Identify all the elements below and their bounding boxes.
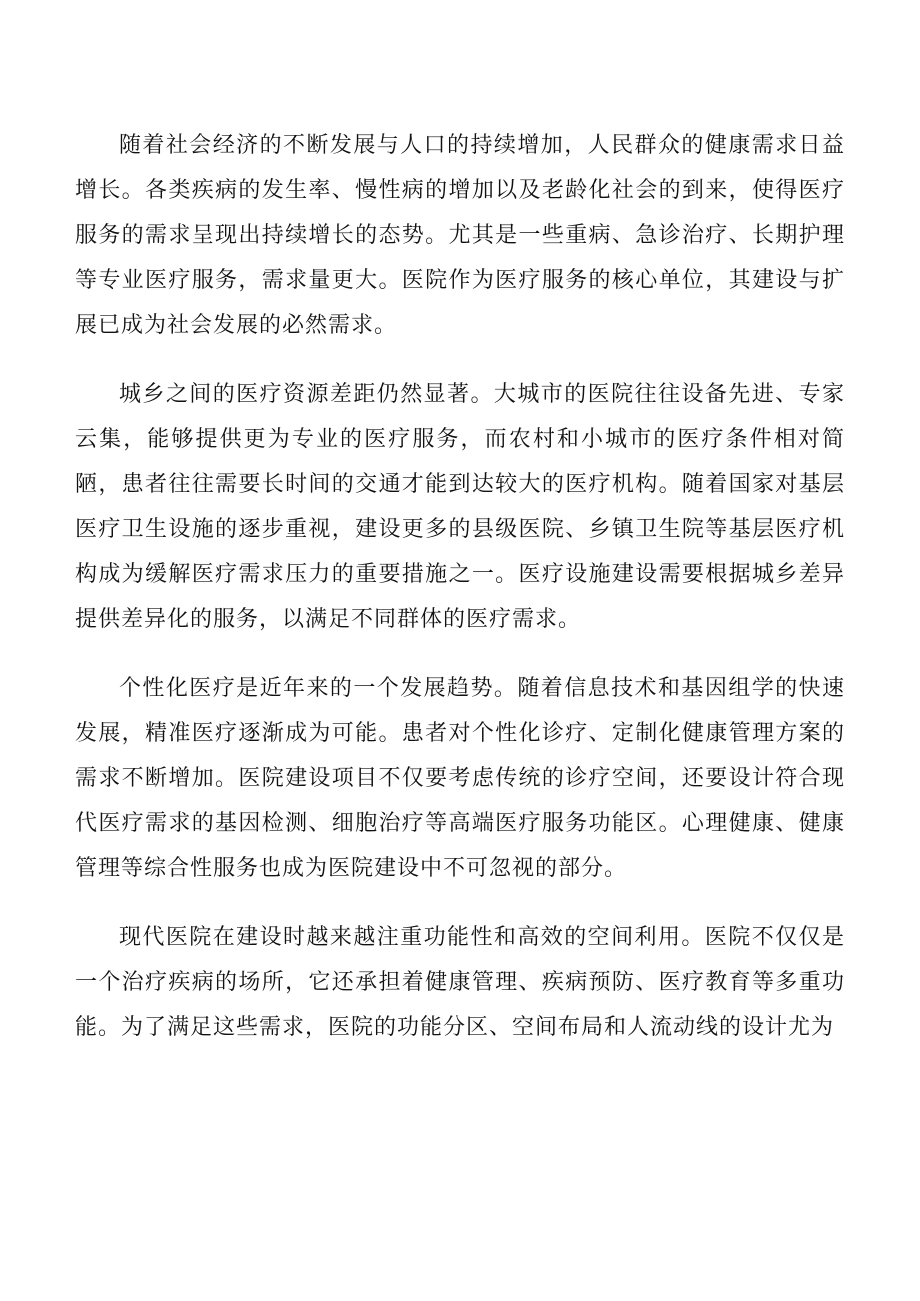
paragraph-2: 城乡之间的医疗资源差距仍然显著。大城市的医院往往设备先进、专家云集，能够提供更为专业的医疗服务，而农村和小城市的医疗条件相对简陋，患者往往需要长时间的交通才能到达较大的医疗机构。随着国家对基层医疗卫生设施的逐步重视，建设更多的县级医院、乡镇卫生院等基层医疗机构成为缓解医疗需求压力的重要措施之一。医疗设施建设需要根据城乡差异提供差异化的服务，以满足不同群体的医疗需求。 bbox=[75, 382, 845, 632]
paragraph-1: 随着社会经济的不断发展与人口的持续增加，人民群众的健康需求日益增长。各类疾病的发生率、慢性病的增加以及老龄化社会的到来，使得医疗服务的需求呈现出持续增长的态势。尤其是一些重病、急诊治疗、长期护理等专业医疗服务，需求量更大。医院作为医疗服务的核心单位，其建设与扩展已成为社会发展的必然需求。 bbox=[75, 133, 845, 338]
paragraph-3: 个性化医疗是近年来的一个发展趋势。随着信息技术和基因组学的快速发展，精准医疗逐渐成为可能。患者对个性化诊疗、定制化健康管理方案的需求不断增加。医院建设项目不仅要考虑传统的诊疗空间，还要设计符合现代医疗需求的基因检测、细胞治疗等高端医疗服务功能区。心理健康、健康管理等综合性服务也成为医院建设中不可忽视的部分。 bbox=[75, 676, 845, 881]
paragraph-4: 现代医院在建设时越来越注重功能性和高效的空间利用。医院不仅仅是一个治疗疾病的场所，它还承担着健康管理、疾病预防、医疗教育等多重功能。为了满足这些需求，医院的功能分区、空间布局和人流动线的设计尤为 bbox=[75, 925, 845, 1040]
document-body bbox=[75, 123, 845, 1074]
